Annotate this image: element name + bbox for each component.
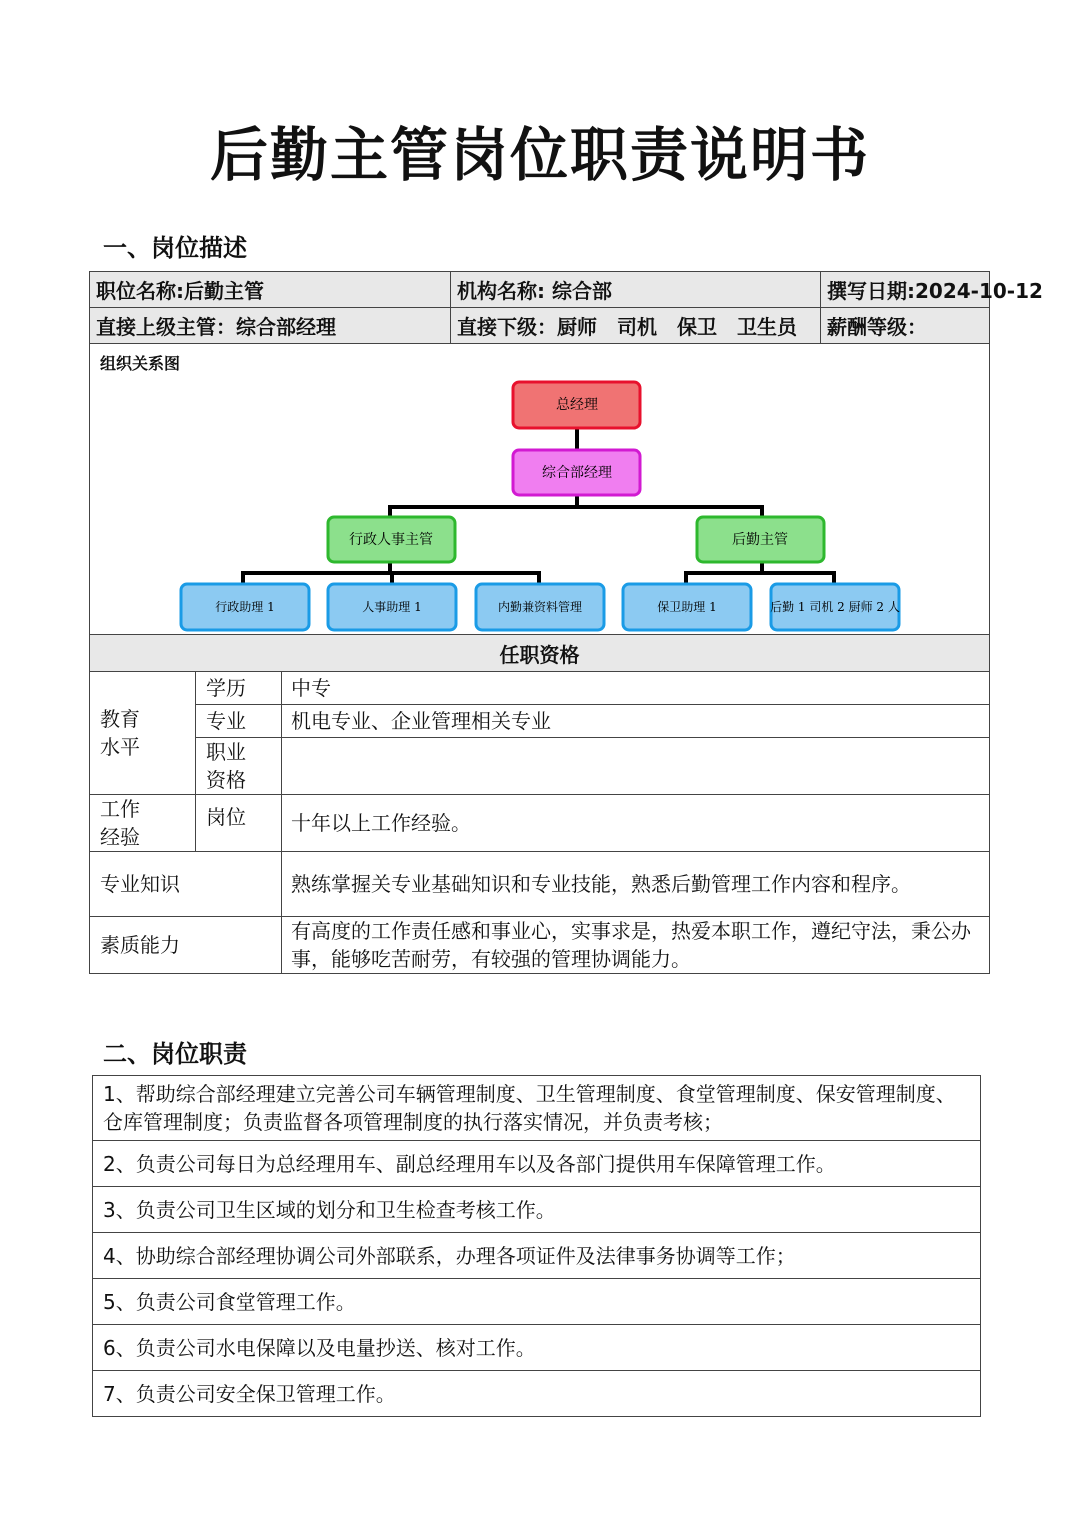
position-name: 职位名称:后勤主管	[90, 272, 451, 308]
duty-item-7: 7、负责公司安全保卫管理工作。	[93, 1371, 981, 1417]
duty-row	[93, 1076, 981, 1141]
direct-subordinates: 直接下级：厨师 司机 保卫 卫生员	[451, 308, 821, 344]
education-degree-row	[90, 672, 990, 705]
header-row-1	[90, 272, 990, 308]
job-description-table	[89, 271, 1043, 974]
duty-item-4: 4、协助综合部经理协调公司外部联系，办理各项证件及法律事务协调等工作；	[93, 1233, 981, 1279]
experience-label: 工作经验	[90, 795, 196, 852]
duty-item-2: 2、负责公司每日为总经理用车、副总经理用车以及各部门提供用车保障管理工作。	[93, 1141, 981, 1187]
duty-row	[93, 1141, 981, 1187]
org-node-attendance-records	[476, 584, 604, 630]
qualifications-heading: 任职资格	[90, 635, 990, 672]
org-chart-label: 组织关系图	[100, 354, 181, 373]
org-node-logistics-supervisor-label: 后勤主管	[732, 532, 788, 548]
education-label: 教育水平	[90, 672, 196, 795]
org-node-gm-label: 总经理	[556, 397, 598, 413]
org-node-dept-manager-label: 综合部经理	[542, 465, 612, 481]
org-chart	[90, 344, 988, 634]
duties-table	[92, 1075, 981, 1417]
org-node-attendance-records-label: 内勤兼资料管理	[497, 600, 583, 614]
education-major-row	[90, 705, 990, 738]
org-chart-cell	[90, 344, 990, 635]
knowledge-value: 熟练掌握关专业基础知识和专业技能，熟悉后勤管理工作内容和程序。	[282, 852, 990, 917]
section-heading-description: 一、岗位描述	[103, 234, 247, 262]
duty-row	[93, 1187, 981, 1233]
ability-label: 素质能力	[90, 917, 282, 974]
org-node-admin-assistant	[181, 584, 309, 630]
duty-row	[93, 1325, 981, 1371]
org-node-logistics-staff-label: 后勤 1 司机 2 厨师 2 人	[770, 600, 900, 614]
duty-row	[93, 1371, 981, 1417]
org-node-security-assistant	[623, 584, 751, 630]
duty-row	[93, 1279, 981, 1325]
experience-row	[90, 795, 990, 852]
duty-item-6: 6、负责公司水电保障以及电量抄送、核对工作。	[93, 1325, 981, 1371]
cert-value	[282, 738, 990, 795]
org-node-hr-assistant	[328, 584, 456, 630]
experience-post-label: 岗位	[196, 795, 282, 852]
experience-post-value: 十年以上工作经验。	[282, 795, 990, 852]
org-node-logistics-staff	[770, 584, 900, 630]
cert-label: 职业资格	[196, 738, 282, 795]
org-node-admin-hr-supervisor-label: 行政人事主管	[349, 532, 433, 548]
duty-item-5: 5、负责公司食堂管理工作。	[93, 1279, 981, 1325]
ability-row	[90, 917, 990, 974]
header-row-2	[90, 308, 990, 344]
knowledge-row	[90, 852, 990, 917]
qualifications-heading-row	[90, 635, 990, 672]
direct-superior: 直接上级主管：综合部经理	[90, 308, 451, 344]
degree-value: 中专	[282, 672, 990, 705]
org-node-admin-hr-supervisor	[328, 517, 455, 562]
org-node-logistics-supervisor	[697, 517, 824, 562]
org-name: 机构名称: 综合部	[451, 272, 821, 308]
org-node-dept-manager	[513, 450, 640, 495]
org-node-gm	[513, 382, 640, 428]
write-date: 撰写日期:2024-10-12	[821, 272, 990, 308]
page-title: 后勤主管岗位职责说明书	[209, 121, 870, 189]
section-heading-duties: 二、岗位职责	[103, 1040, 247, 1068]
major-value: 机电专业、企业管理相关专业	[282, 705, 990, 738]
ability-value: 有高度的工作责任感和事业心，实事求是，热爱本职工作，遵纪守法，秉公办事，能够吃苦耐劳，有较强的管理协调能力。	[282, 917, 990, 974]
duty-row	[93, 1233, 981, 1279]
education-cert-row	[90, 738, 990, 795]
org-node-admin-assistant-label: 行政助理 1	[215, 600, 275, 614]
duty-item-3: 3、负责公司卫生区域的划分和卫生检查考核工作。	[93, 1187, 981, 1233]
org-node-security-assistant-label: 保卫助理 1	[657, 600, 717, 614]
salary-grade: 薪酬等级：	[821, 308, 990, 344]
duty-item-1: 1、帮助综合部经理建立完善公司车辆管理制度、卫生管理制度、食堂管理制度、保安管理制度、仓库管理制度；负责监督各项管理制度的执行落实情况，并负责考核；	[93, 1076, 981, 1141]
knowledge-label: 专业知识	[90, 852, 282, 917]
org-node-hr-assistant-label: 人事助理 1	[362, 600, 422, 614]
degree-label: 学历	[196, 672, 282, 705]
major-label: 专业	[196, 705, 282, 738]
